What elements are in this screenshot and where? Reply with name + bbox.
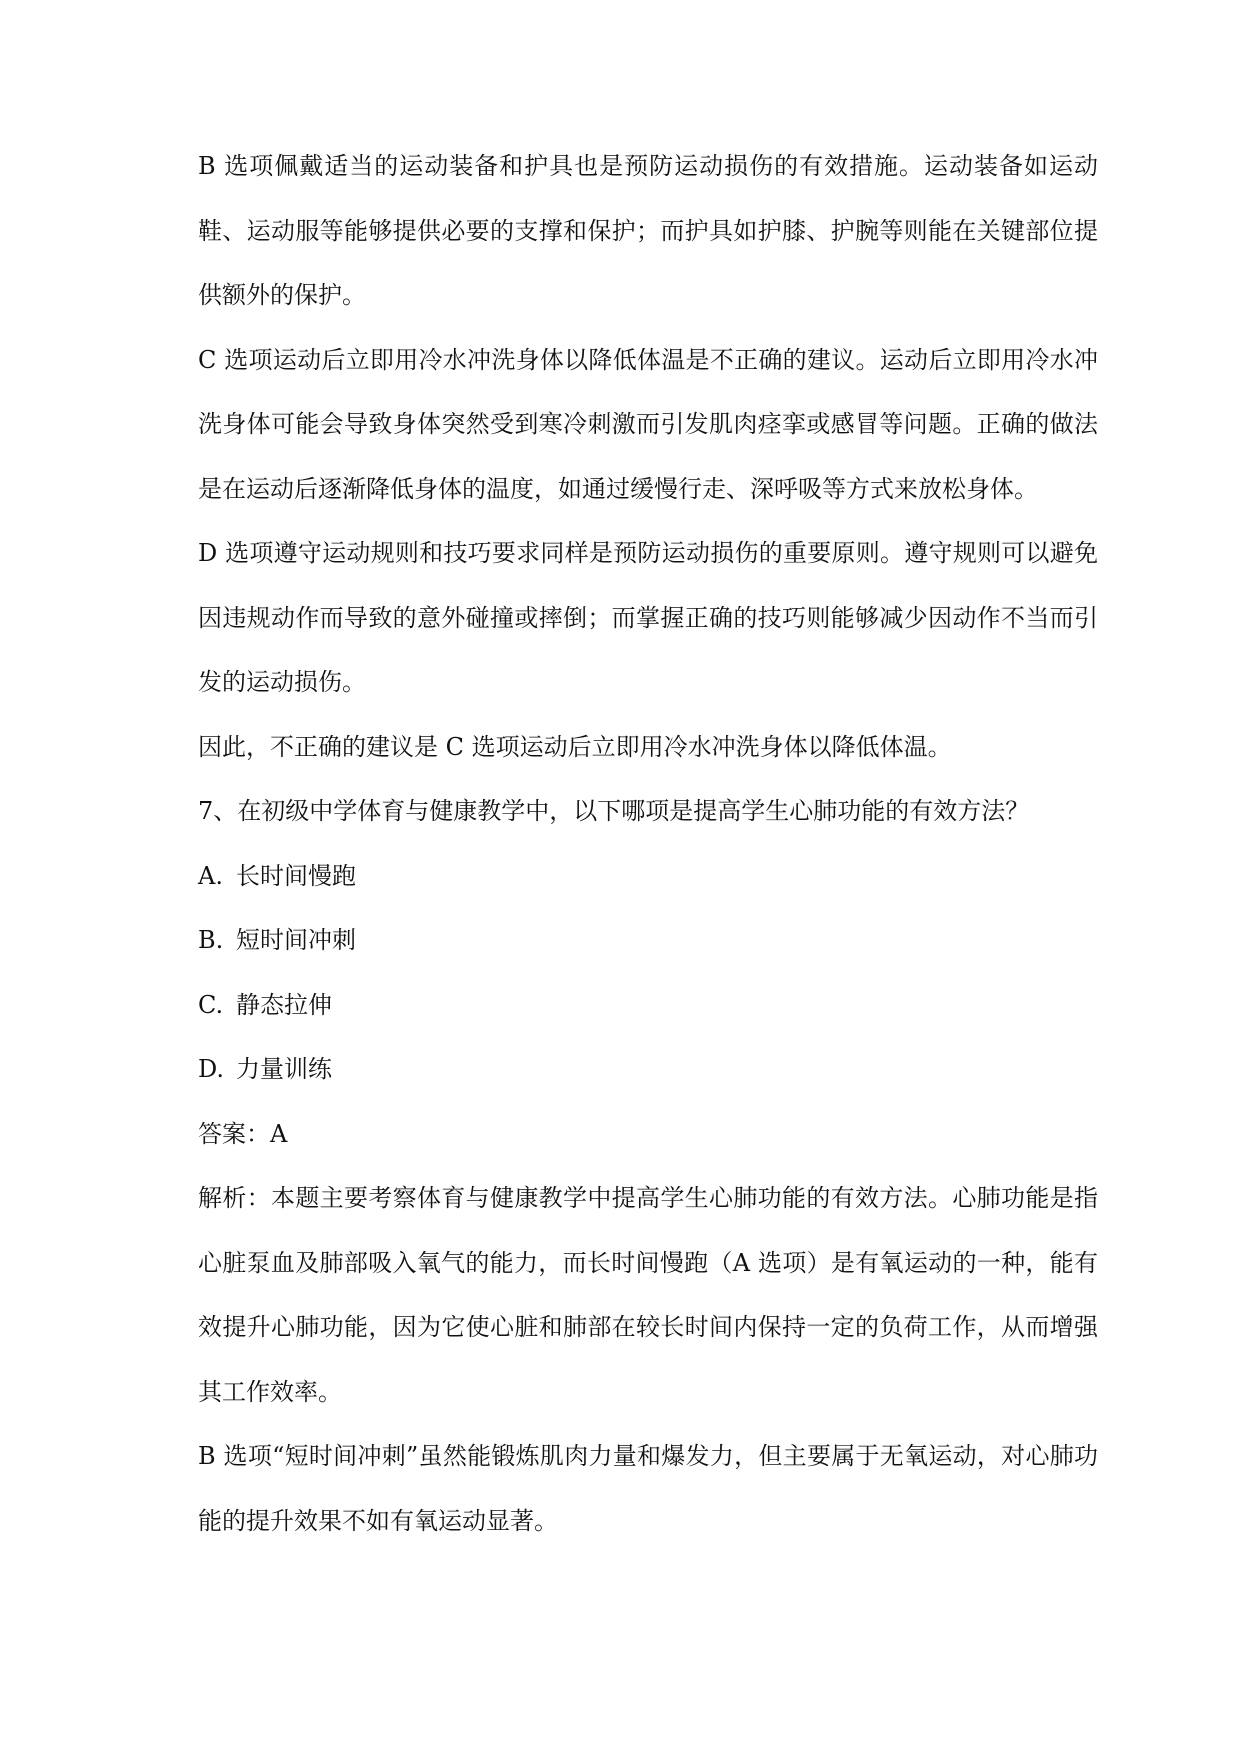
paragraph-option-d-explanation: D 选项遵守运动规则和技巧要求同样是预防运动损伤的重要原则。遵守规则可以避免因违规动作而导致的意外碰撞或摔倒；而掌握正确的技巧则能够减少因动作不当而引发的运动损伤。 [198,539,1098,696]
paragraph-option-c-explanation: C 选项运动后立即用冷水冲洗身体以降低体温是不正确的建议。运动后立即用冷水冲洗身体可能会导致身体突然受到寒冷刺激而引发肌肉痉挛或感冒等问题。正确的做法是在运动后逐渐降低身体的温度，如通过缓慢行走、深呼吸等方式来放松身体。 [198,345,1098,503]
option-d [198,1037,1098,1102]
analysis-paragraph: 解析：本题主要考察体育与健康教学中提高学生心肺功能的有效方法。心肺功能是指心脏泵血及肺部吸入氧气的能力，而长时间慢跑（A 选项）是有氧运动的一种，能有效提升心肺功能，因为它使心脏和肺部在较长时间内保持一定的负荷工作，从而增强其工作效率。 [198,1184,1098,1406]
paragraph-option-b-explanation: B 选项佩戴适当的运动装备和护具也是预防运动损伤的有效措施。运动装备如运动鞋、运动服等能够提供必要的支撑和保护；而护具如护膝、护腕等则能在关键部位提供额外的保护。 [198,152,1098,309]
option-d-letter: D. [198,1055,225,1083]
option-a [198,844,1098,909]
option-b-letter: B. [198,926,224,954]
option-b [198,908,1098,973]
question-text: 7、在初级中学体育与健康教学中，以下哪项是提高学生心肺功能的有效方法？ [198,797,1030,825]
document-body [198,134,1098,1553]
option-b-text: 短时间冲刺 [236,926,356,954]
option-d-text: 力量训练 [236,1055,332,1083]
option-a-letter: A. [198,861,223,890]
paragraph-conclusion: 因此，不正确的建议是 C 选项运动后立即用冷水冲洗身体以降低体温。 [198,732,952,761]
option-a-text: 长时间慢跑 [236,861,356,890]
option-c-letter: C. [198,990,224,1019]
option-c-text: 静态拉伸 [236,990,332,1019]
analysis-option-b-paragraph: B 选项“短时间冲刺”虽然能锻炼肌肉力量和爆发力，但主要属于无氧运动，对心肺功能的提升效果不如有氧运动显著。 [198,1442,1098,1535]
option-c [198,973,1098,1038]
answer-line: 答案：A [198,1119,288,1148]
